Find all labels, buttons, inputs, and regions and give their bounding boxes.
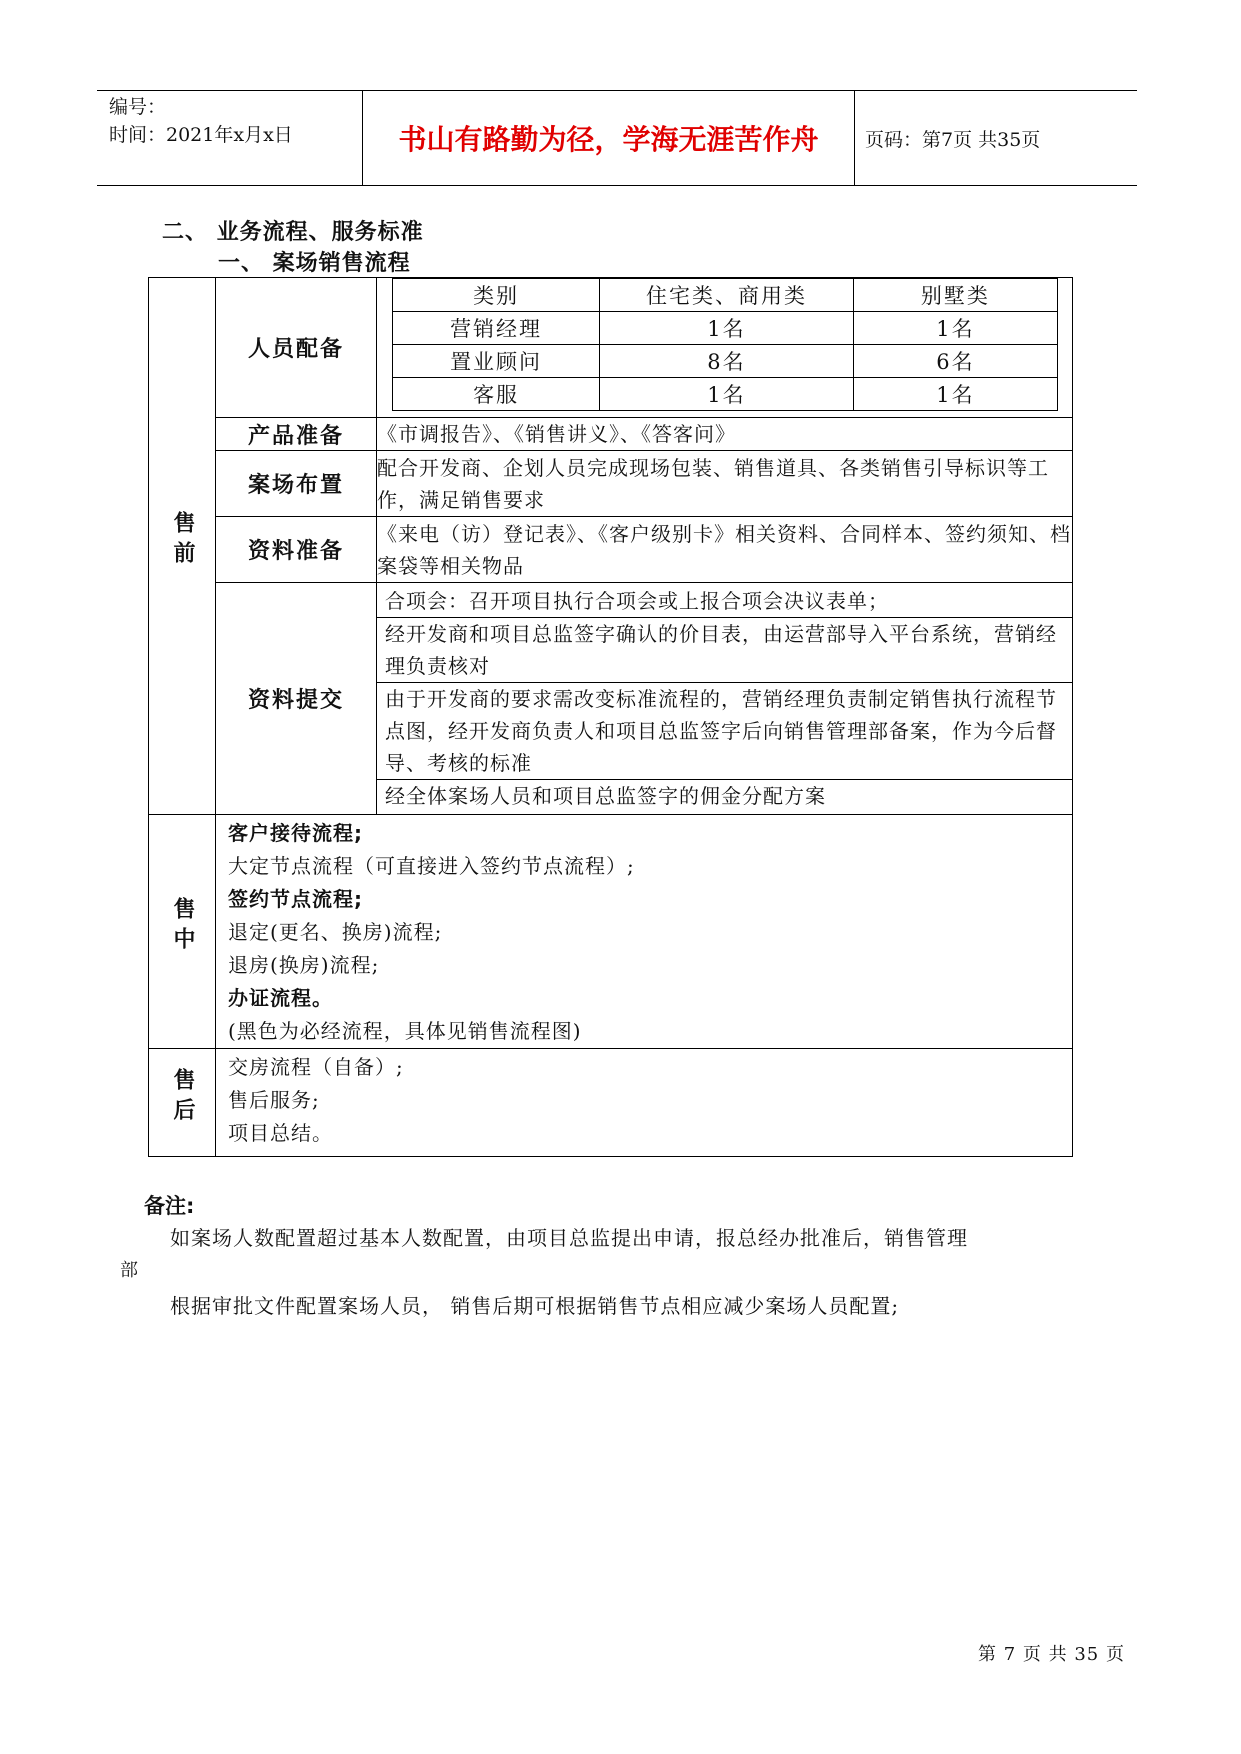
staffing-row (393, 378, 1058, 411)
material-submit-item: 合项会：召开项目执行合项会或上报合项会决议表单； (377, 585, 1072, 618)
after-sale-line: 项目总结。 (228, 1121, 333, 1145)
staffing-role: 客服 (393, 378, 600, 411)
staffing-count: 1名 (853, 312, 1057, 345)
stage-after-sale (149, 1049, 216, 1157)
stage-in-sale (149, 815, 216, 1049)
staffing-col-residential: 住宅类、商用类 (600, 279, 854, 312)
staffing-count: 6名 (853, 345, 1057, 378)
in-sale-line: (黑色为必经流程，具体见销售流程图) (228, 1019, 582, 1043)
notes-title: 备注: (144, 1194, 195, 1218)
staffing-row (393, 312, 1058, 345)
in-sale-line: 大定节点流程（可直接进入签约节点流程）; (228, 854, 635, 878)
stage-in-sale-label: 售中 (170, 896, 195, 957)
material-submit-item: 经全体案场人员和项目总监签字的佣金分配方案 (385, 784, 826, 808)
in-sale-line: 客户接待流程; (228, 821, 363, 845)
staffing-table (392, 278, 1058, 411)
in-sale-line: 退房(换房)流程; (228, 953, 380, 977)
staffing-col-category: 类别 (393, 279, 600, 312)
note-line-2: 根据审批文件配置案场人员， 销售后期可根据销售节点相应减少案场人员配置; (170, 1294, 900, 1318)
in-sale-line: 退定(更名、换房)流程; (228, 920, 443, 944)
staffing-role: 营销经理 (393, 312, 600, 345)
staffing-label: 人员配备 (216, 278, 377, 418)
sales-process-table (148, 277, 1073, 1157)
material-prep-label: 资料准备 (216, 517, 377, 583)
staffing-count: 1名 (600, 312, 854, 345)
site-layout-text: 配合开发商、企划人员完成现场包装、销售道具、各类销售引导标识等工作，满足销售要求 (377, 451, 1073, 517)
staffing-role: 置业顾问 (393, 345, 600, 378)
product-prep-text: 《市调报告》、《销售讲义》、《答客问》 (377, 418, 1073, 451)
staffing-col-villa: 别墅类 (853, 279, 1057, 312)
stage-pre-sale (149, 278, 216, 815)
material-submit-label: 资料提交 (216, 583, 377, 815)
header-motto: 书山有路勤为径，学海无涯苦作舟 (363, 91, 855, 185)
after-sale-cell (216, 1049, 1073, 1157)
in-sale-cell (216, 815, 1073, 1049)
stage-after-sale-label: 售后 (170, 1067, 195, 1128)
staffing-count: 1名 (853, 378, 1057, 411)
header-meta (97, 91, 363, 185)
page-footer: 第 7 页 共 35 页 (978, 1644, 1125, 1665)
material-submit-item: 经开发商和项目总监签字确认的价目表，由运营部导入平台系统，营销经理负责核对 (377, 618, 1072, 683)
page-header (97, 90, 1137, 186)
staffing-cell (377, 278, 1073, 418)
material-submit-cell (377, 583, 1073, 815)
material-prep-text: 《来电（访）登记表》、《客户级别卡》相关资料、合同样本、签约须知、档案袋等相关物品 (377, 517, 1073, 583)
site-layout-label: 案场布置 (216, 451, 377, 517)
in-sale-line: 办证流程。 (228, 986, 333, 1010)
staffing-header-row (393, 279, 1058, 312)
note-line-1: 如案场人数配置超过基本人数配置，由项目总监提出申请，报总经办批准后，销售管理 (170, 1226, 968, 1250)
staffing-row (393, 345, 1058, 378)
product-prep-label: 产品准备 (216, 418, 377, 451)
after-sale-line: 交房流程（自备）; (228, 1055, 404, 1079)
time-label: 时间：2021年x月x日 (109, 124, 293, 146)
after-sale-line: 售后服务; (228, 1088, 320, 1112)
section-title: 二、 业务流程、服务标准 (162, 220, 424, 245)
staffing-count: 8名 (600, 345, 854, 378)
staffing-count: 1名 (600, 378, 854, 411)
number-label: 编号： (109, 96, 167, 118)
subsection-title: 一、 案场销售流程 (218, 251, 411, 276)
header-page-label: 页码：第7页 共35页 (865, 128, 1041, 151)
in-sale-line: 签约节点流程; (228, 887, 363, 911)
material-submit-item: 由于开发商的要求需改变标准流程的，营销经理负责制定销售执行流程节点图，经开发商负责人和项目总监签字后向销售管理部备案，作为今后督导、考核的标准 (377, 683, 1072, 780)
stage-pre-sale-label: 售前 (170, 511, 195, 571)
note-line-1-wrap: 部 (120, 1260, 139, 1281)
